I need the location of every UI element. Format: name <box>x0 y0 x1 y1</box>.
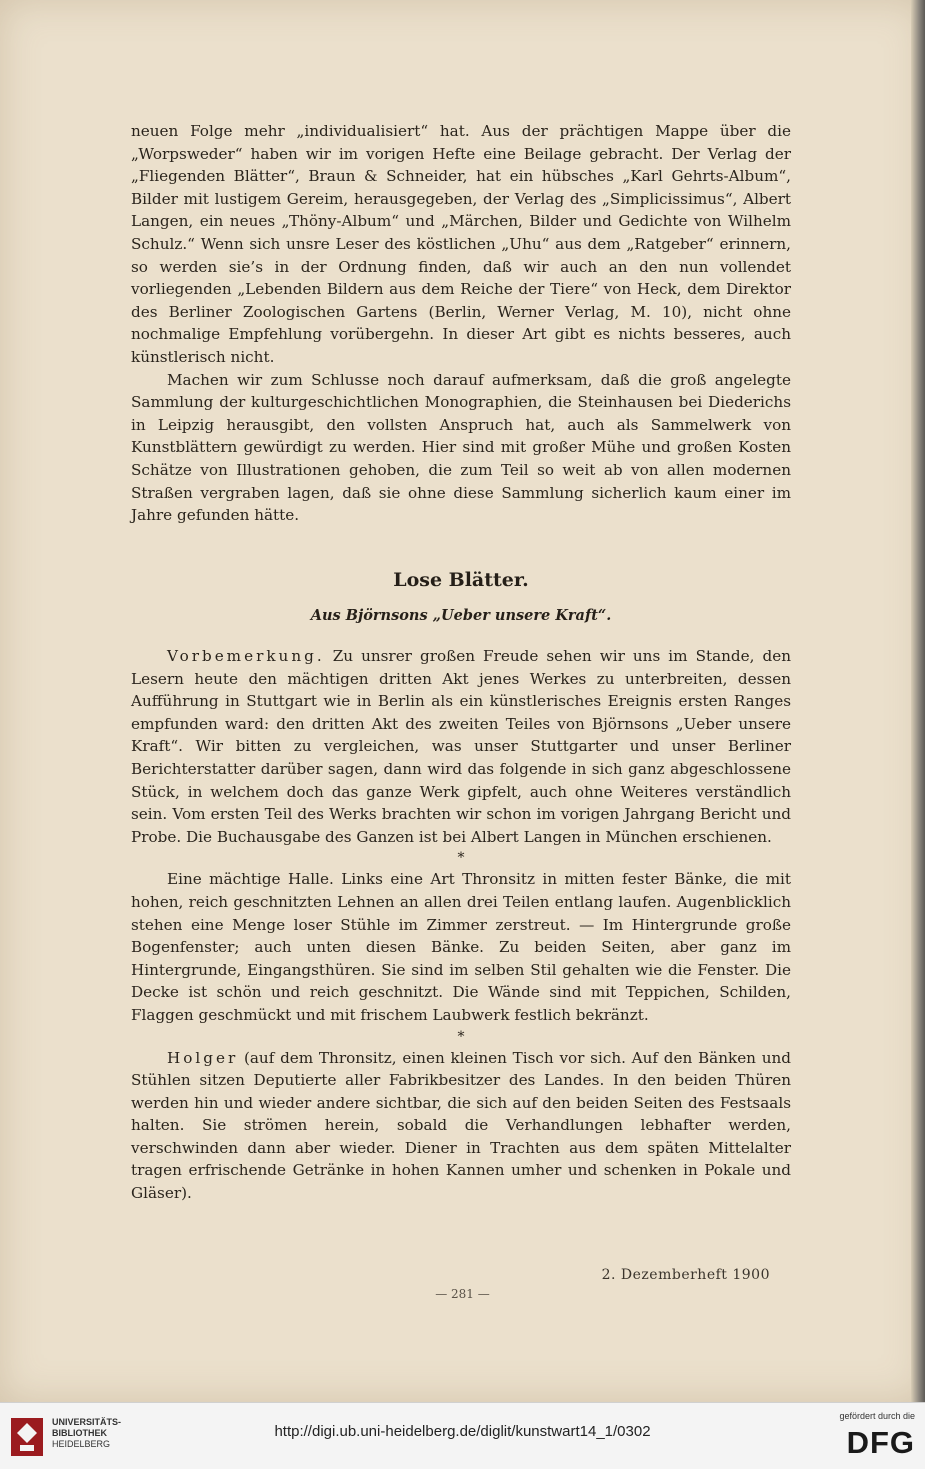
paragraph-2: Machen wir zum Schlusse noch darauf aufmerksam, daß die groß angelegte Sammlung der kulturgeschichtlichen Monographien, die Steinhausen bei Diederichs in Leipzig herausgibt, den vollsten Anspruch hat, auch als Sammelwerk von Kunstblättern gewürdigt zu werden. Hier sind mit großer Mühe und großen Kosten Schätze von Illustrationen gehoben, die zum Teil so weit ab von allen modernen Straßen vergraben lagen, daß sie ohne diese Sammlung sicherlich kaum einer im Jahre gefunden hätte. <box>131 370 791 525</box>
library-name-line-2: BIBLIOTHEK <box>52 1428 107 1438</box>
text-block-top <box>131 120 791 527</box>
paragraph-3-text: Zu unsrer großen Freude sehen wir uns im Stande, den Lesern heute den mächtigen dritten Akt jenes Werkes zu unterbreiten, dessen Aufführung in Stuttgart wie in Berlin als ein künstlerisches Ereignis ersten Ranges empfunden ward: den dritten Akt des zweiten Teiles von Björnsons „Ueber unsere Kraft“. Wir bitten zu vergleichen, was unser Stuttgarter und unser Berliner Berichterstatter darüber sagen, dann wird das folgende in sich ganz abgeschlossene Stück, in welchem doch das ganze Werk gipfelt, auch ohne Weiteres verständlich sein. Vom ersten Teil des Werks brachten wir schon im vorigen Jahrgang Bericht und Probe. Die Buchausgabe des Ganzen ist bei Albert Langen in München erschienen. <box>131 647 792 846</box>
paragraph-3 <box>131 645 791 848</box>
library-name-line-1: UNIVERSITÄTS- <box>52 1417 122 1427</box>
section-divider-star: * <box>457 1028 465 1045</box>
viewer-bottom-bar <box>0 1402 925 1469</box>
page-edge-shadow <box>911 0 925 1402</box>
dfg-logo[interactable] <box>823 1411 915 1463</box>
permalink-url[interactable]: http://digi.ub.uni-heidelberg.de/diglit/kunstwart14_1/0302 <box>274 1423 651 1440</box>
section-heading: Lose Blätter. <box>393 569 529 591</box>
paragraph-5 <box>131 1047 791 1205</box>
library-name-line-3: HEIDELBERG <box>52 1439 111 1449</box>
page-number: — 281 — <box>435 1287 490 1301</box>
dfg-wordmark: DFG <box>846 1425 915 1460</box>
paragraph-1: neuen Folge mehr „individualisiert“ hat. Aus der prächtigen Mappe über die „Worpsweder“ haben wir im vorigen Hefte eine Beilage gebracht. Der Verlag der „Fliegenden Blätter“, Braun & Schneider, hat ein hübsches „Karl Gehrts-Album“, Bilder mit lustigem Gereim, herausgegeben, der Verlag des „Simplicissimus“, Albert Langen, ein neues „Thöny-Album“ und „Märchen, Bilder und Gedichte von Wilhelm Schulz.“ Wenn sich unsre Leser des köstlichen „Uhu“ aus dem „Ratgeber“ erinnern, so werden sie’s in der Ordnung finden, daß wir auch an den nun vollendet vorliegenden „Lebenden Bildern aus dem Reiche der Tiere“ von Heck, dem Direktor des Berliner Zoologischen Gartens (Berlin, Werner Verlag, M. 10), nicht ohne nochmalige Empfehlung vorübergehn. In dieser Art gibt es nichts besseres, auch künstlerisch nicht. <box>131 122 791 366</box>
section-divider-star: * <box>457 850 465 867</box>
issue-date: 2. Dezemberheft 1900 <box>601 1267 770 1283</box>
section-subheading: Aus Björnsons „Ueber unsere Kraft“. <box>310 607 612 624</box>
funded-by-text: gefördert durch die <box>839 1411 915 1421</box>
paragraph-5-text: (auf dem Thronsitz, einen kleinen Tisch vor sich. Auf den Bänken und Stühlen sitzen Deputierte aller Fabrikbesitzer des Landes. In den beiden Thüren werden hin und wieder andere sichtbar, die sich auf den beiden Seiten des Festsaals halten. Sie strömen herein, sobald die Verhandlungen lebhafter werden, verschwinden dann aber wieder. Diener in Trachten aus dem späten Mittelalter tragen erfrischende Getränke in hohen Kannen umher und schenken in Pokale und Gläser). <box>131 1048 791 1203</box>
vorbemerkung-label: Vorbemerkung. <box>167 647 325 665</box>
speaker-name: Holger <box>167 1048 239 1067</box>
paragraph-4: Eine mächtige Halle. Links eine Art Thronsitz in mitten fester Bänke, die mit hohen, reich geschnitzten Lehnen an allen drei Teilen entlang laufen. Augenblicklich stehen eine Menge loser Stühle im Zimmer zerstreut. — Im Hintergrunde große Bogenfenster; auch unten diesen Bänke. Zu beiden Seiten, aber ganz im Hintergrunde, Eingangsthüren. Sie sind im selben Stil gehalten wie die Fenster. Die Decke ist schön und reich geschnitzt. Die Wände sind mit Teppichen, Schilden, Flaggen geschmückt und mit frischem Laubwerk festlich bekränzt. <box>131 870 791 1024</box>
text-block-bottom <box>131 645 791 1205</box>
